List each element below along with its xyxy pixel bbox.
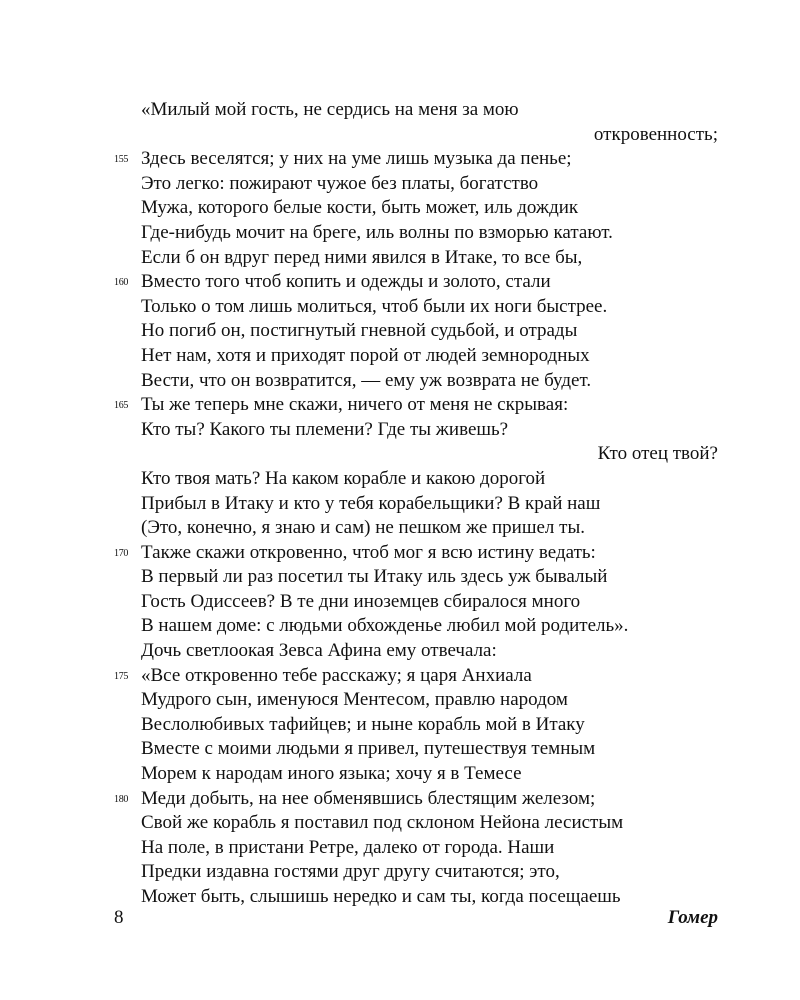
- verse-text: Прибыл в Итаку и кто у тебя корабельщики? В край наш: [141, 492, 601, 514]
- verse-line: [0, 639, 800, 664]
- running-title: Гомер: [667, 907, 718, 928]
- verse-line: [0, 836, 800, 861]
- verse-line-continuation: [0, 123, 800, 148]
- line-number: 155: [114, 154, 129, 166]
- page-number: 8: [114, 907, 124, 928]
- verse-text: Дочь светлоокая Зевса Афина ему отвечала:: [141, 640, 497, 662]
- verse-text: Мудрого сын, именуюся Ментесом, правлю народом: [141, 689, 568, 711]
- verse-line: [0, 147, 800, 172]
- verse-line: [0, 319, 800, 344]
- verse-line: [0, 393, 800, 418]
- verse-text: Это легко: пожирают чужое без платы, богатство: [141, 172, 539, 194]
- verse-line: [0, 196, 800, 221]
- verse-text: Предки издавна гостями друг другу считаются; это,: [141, 861, 560, 883]
- verse-text: Кто ты? Какого ты племени? Где ты живешь?: [141, 418, 509, 440]
- verse-line: [0, 688, 800, 713]
- verse-text: Морем к народам иного языка; хочу я в Темесе: [141, 763, 522, 785]
- poem-text-block: [0, 98, 800, 910]
- verse-line: [0, 221, 800, 246]
- verse-text: Кто твоя мать? На каком корабле и какою дорогой: [141, 467, 546, 489]
- verse-line: [0, 614, 800, 639]
- line-number: 170: [114, 547, 129, 559]
- verse-line: [0, 172, 800, 197]
- verse-text: Вместе с моими людьми я привел, путешествуя темным: [141, 738, 596, 760]
- verse-text: «Милый мой гость, не сердись на меня за мою: [141, 99, 519, 120]
- verse-line: [0, 246, 800, 271]
- verse-line: [0, 762, 800, 787]
- line-number: 175: [114, 670, 129, 682]
- verse-line: [0, 737, 800, 762]
- verse-line-continuation: [0, 442, 800, 467]
- verse-text: Вместо того чтоб копить и одежды и золото, стали: [141, 271, 551, 293]
- verse-line: [0, 811, 800, 836]
- verse-text: Ты же теперь мне скажи, ничего от меня не скрывая:: [141, 394, 569, 416]
- line-number: 160: [114, 277, 129, 289]
- verse-text: Но погиб он, постигнутый гневной судьбой, и отрады: [141, 320, 578, 342]
- verse-text: Здесь веселятся; у них на уме лишь музыка да пенье;: [141, 148, 572, 170]
- verse-text: Может быть, слышишь нередко и сам ты, когда посещаешь: [141, 886, 621, 907]
- verse-text: «Все откровенно тебе расскажу; я царя Анхиала: [141, 664, 532, 686]
- verse-line: [0, 713, 800, 738]
- verse-line: [0, 516, 800, 541]
- line-number: 180: [114, 793, 129, 805]
- verse-line: [0, 98, 800, 123]
- verse-line: [0, 787, 800, 812]
- verse-line: [0, 664, 800, 689]
- verse-text: В первый ли раз посетил ты Итаку иль здесь уж бывалый: [141, 566, 608, 588]
- verse-text: Вести, что он возвратится, — ему уж возврата не будет.: [141, 369, 592, 391]
- verse-line: [0, 860, 800, 885]
- verse-text: Гость Одиссеев? В те дни иноземцев сбиралося много: [141, 590, 581, 612]
- verse-line: [0, 565, 800, 590]
- verse-text: Только о том лишь молиться, чтоб были их ноги быстрее.: [141, 295, 608, 317]
- verse-text: Меди добыть, на нее обменявшись блестящим железом;: [141, 787, 596, 809]
- verse-line: [0, 270, 800, 295]
- verse-text: Мужа, которого белые кости, быть может, иль дождик: [141, 197, 579, 219]
- verse-line: [0, 590, 800, 615]
- verse-text: Если б он вдруг перед ними явился в Итаке, то все бы,: [141, 246, 583, 268]
- verse-text: откровенность;: [593, 123, 718, 145]
- verse-text: Свой же корабль я поставил под склоном Нейона лесистым: [141, 812, 624, 834]
- verse-text: На поле, в пристани Ретре, далеко от города. Наши: [141, 836, 555, 858]
- verse-line: [0, 492, 800, 517]
- verse-line: [0, 344, 800, 369]
- page-footer: [0, 903, 800, 933]
- verse-text: Также скажи откровенно, чтоб мог я всю истину ведать:: [141, 541, 596, 563]
- verse-text: Веслолюбивых тафийцев; и ныне корабль мой в Итаку: [141, 713, 585, 735]
- line-number: 165: [114, 400, 129, 412]
- verse-line: [0, 541, 800, 566]
- verse-text: (Это, конечно, я знаю и сам) не пешком же пришел ты.: [141, 517, 585, 539]
- verse-text: В нашем доме: с людьми обхожденье любил мой родитель».: [141, 615, 629, 637]
- verse-text: Где-нибудь мочит на бреге, иль волны по взморью катают.: [141, 221, 613, 243]
- verse-line: [0, 369, 800, 394]
- verse-text: Нет нам, хотя и приходят порой от людей земнородных: [141, 344, 590, 366]
- verse-line: [0, 295, 800, 320]
- verse-text: Кто отец твой?: [597, 443, 718, 465]
- verse-line: [0, 418, 800, 443]
- verse-line: [0, 467, 800, 492]
